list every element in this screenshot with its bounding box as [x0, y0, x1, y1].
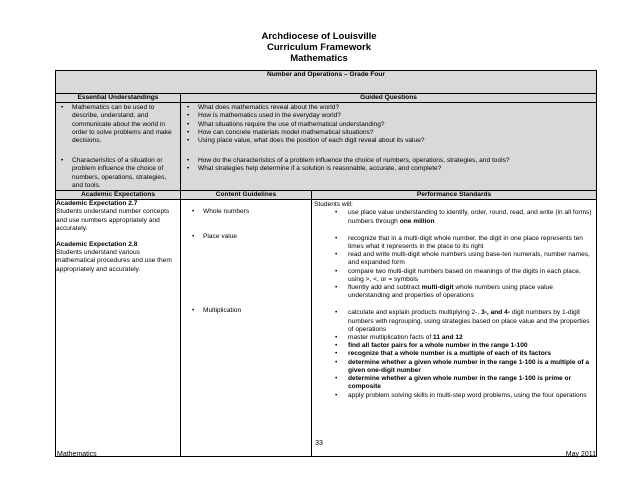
performance-standard-item: [348, 350, 596, 358]
standard-text: apply problem solving skills in multi-step word problems, using the four operations: [348, 391, 587, 399]
performance-standard-item: [348, 375, 596, 391]
question-item: • What situations require the use of mathematical understanding?: [198, 121, 596, 129]
question-item: • How do the characteristics of a problem influence the choice of numbers, operations, strategies, and tools?: [198, 157, 596, 165]
performance-standard-item: [348, 235, 596, 251]
academic-expectation-title: Academic Expectation 2.8: [56, 241, 138, 249]
essential-understandings-cell: [56, 103, 181, 191]
standard-text: whole numbers using place value understanding and properties of operations: [348, 284, 553, 300]
standard-bold-text: determine whether a given whole number in the range 1-100 is a multiple of a given one-digit number: [348, 358, 590, 374]
standard-bold-text: determine whether a given whole number in the range 1-100 is prime or composite: [348, 375, 572, 391]
footer-right: May 2011: [565, 451, 596, 458]
standard-bold-text: find all factor pairs for a whole number in the range 1-100: [348, 342, 528, 350]
question-item: • What does mathematics reveal about the world?: [198, 104, 596, 112]
performance-group-1: [312, 209, 596, 225]
standard-bold-text: 11 and 12: [433, 334, 463, 342]
standard-text: fluently add and subtract: [348, 284, 422, 292]
question-item: • How is mathematics used in the everyday world?: [198, 112, 596, 120]
performance-standard-item: [348, 268, 596, 284]
content-guideline-item: • Whole numbers: [203, 208, 311, 216]
understanding-item: • Mathematics can be used to describe, understand, and communicate about the world in order to solve problems and make decisions.: [72, 104, 180, 145]
question-item: • How can concrete materials model mathematical situations?: [198, 129, 596, 137]
question-item: • What strategies help determine if a solution is reasonable, accurate, and complete?: [198, 165, 596, 173]
standard-bold-text: multi-digit: [421, 284, 454, 292]
standard-text: digit numbers by 1-digit numbers with regrouping, using strategies based on place value and the properties of operations: [348, 309, 590, 333]
standard-text: recognize that in a multi-digit whole number, the digit in one place represents ten times what it represents in the place to its right: [348, 234, 583, 251]
understanding-item: • Characteristics of a situation or problem influence the choice of numbers, operations, strategies, and tools.: [72, 157, 180, 190]
section-title: Number and Operations – Grade Four: [56, 71, 597, 94]
academic-expectations-header: Academic Expectations: [56, 191, 181, 200]
performance-group-2: [312, 235, 596, 301]
standard-text: compare two multi-digit numbers based on meanings of the digits in each place, using >, <, or = symbols: [348, 267, 581, 283]
guided-questions-cell: [181, 103, 597, 191]
header-line-3: Mathematics: [290, 53, 348, 64]
performance-standard-item: [348, 392, 596, 400]
academic-expectations-cell: [56, 200, 181, 457]
content-guideline-item: • Place value: [203, 233, 311, 241]
academic-expectation-title: Academic Expectation 2.7: [56, 200, 138, 208]
performance-standard-item: [348, 209, 596, 225]
standard-text: read and write multi-digit whole numbers using base-ten numerals, number names, and expanded form: [348, 251, 590, 267]
performance-standard-item: [348, 359, 596, 375]
essential-understandings-header: Essential Understandings: [56, 94, 181, 103]
performance-standard-item: [348, 334, 596, 342]
curriculum-table: [55, 70, 597, 457]
performance-standards-cell: [312, 200, 597, 457]
standard-text: use place value understanding to identify, order, round, read, and write (in all forms) numbers through: [348, 209, 592, 225]
performance-standard-item: [348, 342, 596, 350]
header-line-2: Curriculum Framework: [267, 42, 371, 53]
academic-expectation-text: Students understand number concepts and use numbers appropriately and accurately.: [56, 208, 170, 232]
question-item: • Using place value, what does the position of each digit reveal about its value?: [198, 137, 596, 145]
footer-left: Mathematics: [57, 451, 97, 458]
academic-expectation-text: Students understand various mathematical procedures and use them appropriately and accurately.: [56, 249, 172, 273]
standard-text: calculate and explain products multiplying 2-,: [348, 309, 482, 317]
content-guidelines-header: Content Guidelines: [181, 191, 312, 200]
performance-intro: Students will:: [314, 201, 353, 209]
performance-standard-item: [348, 309, 596, 334]
page-number: 33: [315, 440, 323, 447]
performance-standard-item: [348, 284, 596, 300]
performance-standards-header: Performance Standards: [312, 191, 597, 200]
standard-bold-text: recognize that a whole number is a multiple of each of its factors: [348, 350, 551, 358]
performance-group-3: [312, 309, 596, 399]
content-guideline-item: • Multiplication: [203, 307, 311, 315]
content-guidelines-cell: [181, 200, 312, 457]
standard-bold-text: one million: [399, 217, 435, 225]
header-line-1: Archdiocese of Louisville: [261, 31, 377, 42]
performance-standard-item: [348, 251, 596, 267]
guided-questions-header: Guided Questions: [181, 94, 597, 103]
standard-text: master multiplication facts of: [348, 334, 434, 342]
standard-bold-text: 3-, and 4-: [481, 309, 511, 317]
